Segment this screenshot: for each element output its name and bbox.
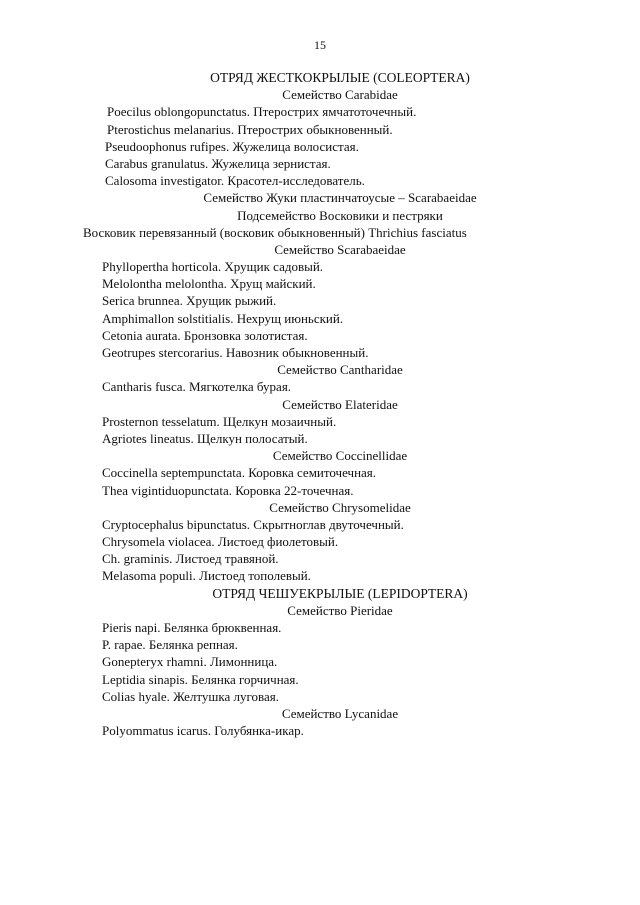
species-entry: Agriotes lineatus. Щелкун полосатый. [102, 430, 308, 446]
species-entry: Pterostichus melanarius. Птерострих обыкновенный. [107, 121, 393, 137]
species-entry: Pieris napi. Белянка брюквенная. [102, 620, 282, 635]
species-entry: Восковик перевязанный (восковик обыкновенный) Thrichius fasciatus [83, 224, 467, 240]
species-entry: Cryptocephalus bipunctatus. Скрытноглав двуточечный. [102, 516, 404, 532]
species-entry: Ch. graminis. Листоед травяной. [102, 551, 279, 567]
family-heading: Семейство Elateridae [282, 396, 398, 412]
species-entry: Polyommatus icarus. Голубянка-икар. [102, 723, 304, 739]
species-entry: Prosternon tesselatum. Щелкун мозаичный. [102, 413, 337, 429]
family-heading: Семейство Pieridae [287, 602, 393, 618]
species-entry: Cantharis fusca. Мягкотелка бурая. [102, 379, 292, 395]
species-entry: Serica brunnea. Хрущик рыжий. [102, 293, 277, 309]
species-entry: Calosoma investigator. Красотел-исследователь. [105, 173, 365, 189]
species-entry: Thea vigintiduopunctata. Коровка 22-точечная. [102, 482, 354, 498]
species-entry: Cetonia aurata. Бронзовка золотистая. [102, 327, 308, 343]
species-entry: Poecilus oblongopunctatus. Птерострих ямчатоточечный. [107, 104, 417, 120]
family-heading: Семейство Жуки пластинчатоусые – Scarabaeidae [203, 190, 477, 206]
family-heading: Семейство Chrysomelidae [269, 499, 411, 515]
species-entry: Carabus granulatus. Жужелица зернистая. [105, 155, 331, 171]
family-heading: Подсемейство Восковики и пестряки [237, 207, 443, 223]
species-entry: P. rapae. Белянка репная. [102, 637, 238, 653]
species-entry: Pseudoophonus rufipes. Жужелица волосистая. [105, 138, 359, 154]
species-entry: Coccinella septempunctata. Коровка семиточечная. [102, 465, 377, 481]
order-heading: ОТРЯД ЖЕСТКОКРЫЛЫЕ (COLEOPTERA) [210, 70, 470, 85]
page-number: 15 [314, 38, 326, 52]
family-heading: Семейство Cantharidae [277, 362, 403, 378]
species-entry: Amphimallon solstitialis. Нехрущ июньский. [102, 310, 344, 326]
family-heading: Семейство Scarabaeidae [274, 241, 406, 257]
species-entry: Melasoma populi. Листоед тополевый. [102, 568, 311, 584]
species-entry: Phyllopertha horticola. Хрущик садовый. [102, 259, 324, 275]
species-entry: Leptidia sinapis. Белянка горчичная. [102, 671, 299, 687]
species-entry: Colias hyale. Желтушка луговая. [102, 688, 279, 704]
species-entry: Melolontha melolontha. Хрущ майский. [102, 276, 316, 292]
family-heading: Семейство Coccinellidae [272, 448, 408, 464]
species-entry: Geotrupes stercorarius. Навозник обыкновенный. [102, 345, 369, 360]
species-list [0, 69, 640, 739]
species-entry: Gonepteryx rhamni. Лимонница. [102, 654, 278, 670]
order-heading: ОТРЯД ЧЕШУЕКРЫЛЫЕ (LEPIDOPTERA) [212, 585, 468, 601]
family-heading: Семейство Lycanidae [281, 705, 399, 721]
family-heading: Семейство Carabidae [282, 87, 398, 103]
species-entry: Chrysomela violacea. Листоед фиолетовый. [102, 534, 339, 550]
